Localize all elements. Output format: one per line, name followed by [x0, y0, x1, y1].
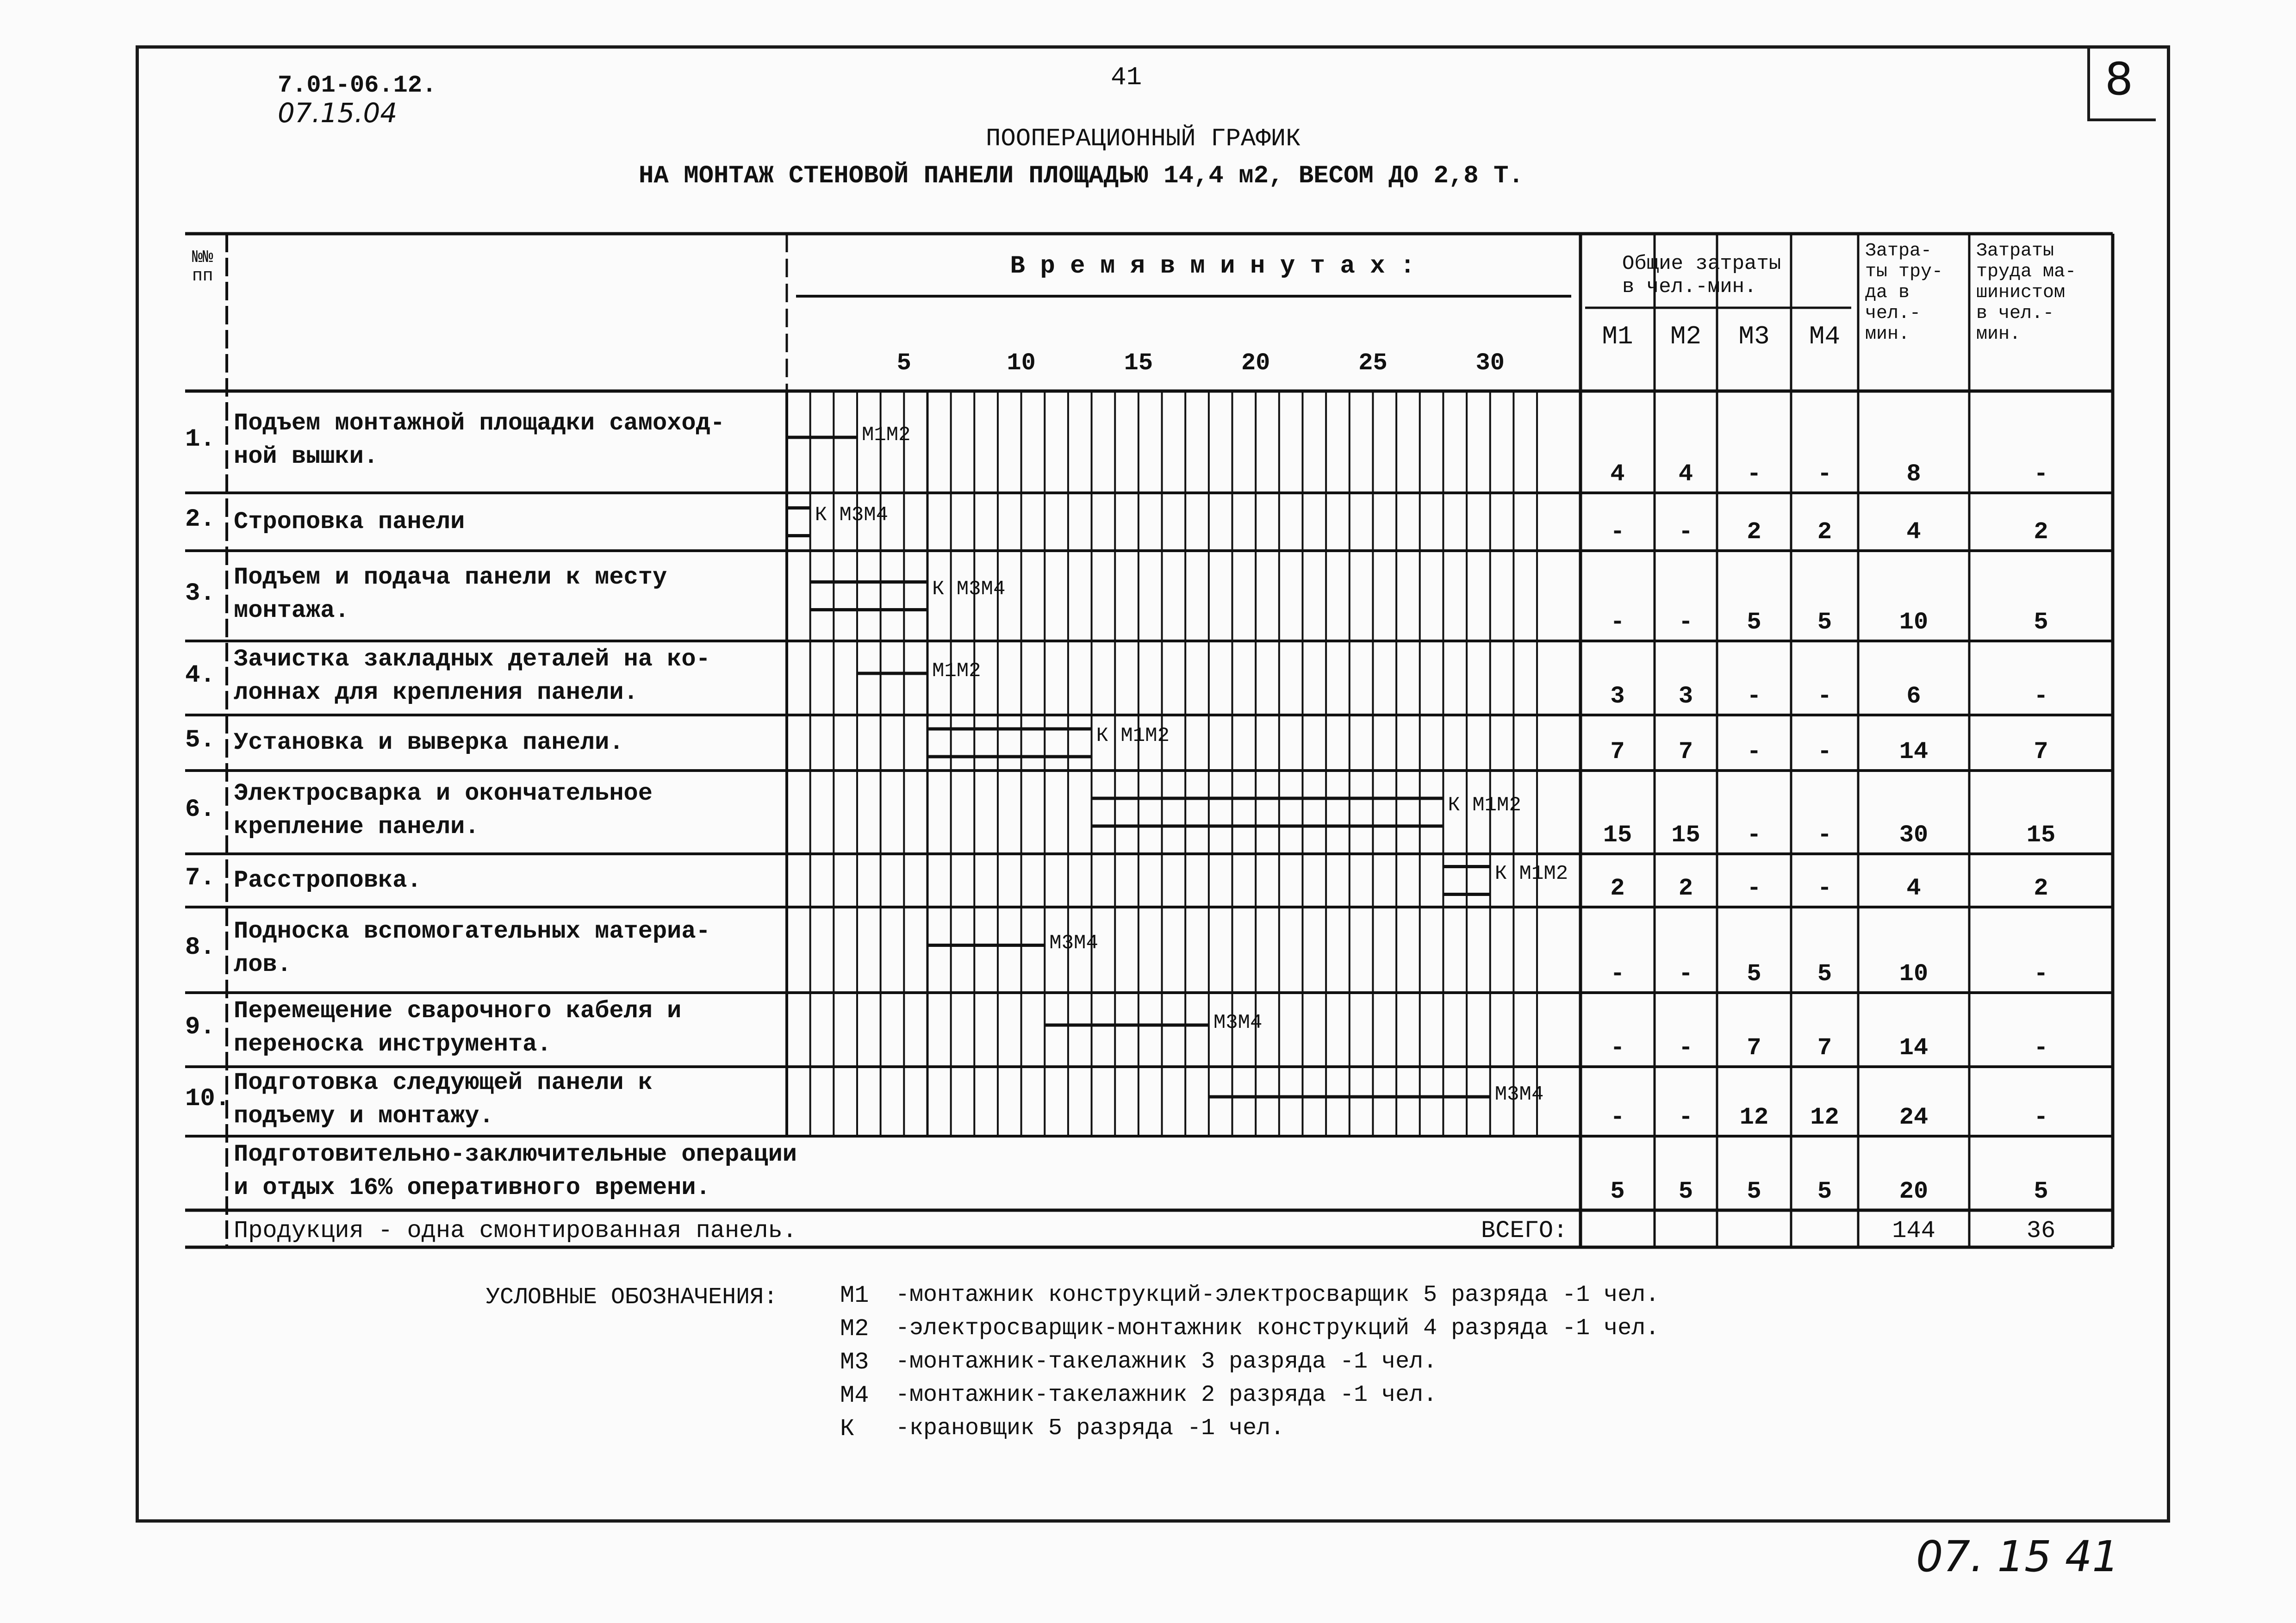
cost-value-m2: 3: [1678, 683, 1693, 710]
cost-value-m3: 5: [1747, 1178, 1761, 1205]
cost-value-mach: -: [2034, 683, 2048, 710]
title-line-1: ПООПЕРАЦИОННЫЙ ГРАФИК: [986, 125, 1301, 153]
cost-value-mach: 5: [2034, 609, 2048, 636]
cost-value-labor: 14: [1899, 1034, 1929, 1062]
cost-value-m1: 3: [1610, 683, 1625, 710]
legend-symbol: К: [840, 1415, 855, 1443]
operation-number: 8.: [185, 933, 215, 962]
labor-cost-header: ты тру-: [1865, 261, 1943, 282]
operation-description: Подготовительно-заключительные операции: [234, 1141, 797, 1168]
operation-number: 7.: [185, 864, 215, 892]
cost-value-m4: 5: [1817, 1178, 1832, 1205]
gantt-bar-crew-label: М3М4: [1213, 1011, 1263, 1034]
operation-number: 3.: [185, 579, 215, 608]
cost-value-labor: 14: [1899, 738, 1929, 765]
cost-value-m1: 4: [1610, 460, 1625, 488]
time-tick-label: 25: [1358, 349, 1388, 377]
header-number-label: пп: [192, 266, 213, 286]
gantt-bar-crew-label: К М1М2: [1096, 724, 1170, 747]
cost-value-m1: 7: [1610, 738, 1625, 765]
time-tick-label: 20: [1241, 349, 1270, 377]
cost-value-m2: -: [1678, 1034, 1693, 1062]
gantt-bar-crew-label: К М1М2: [1448, 794, 1521, 817]
time-tick-label: 5: [896, 349, 911, 377]
operation-description: и отдых 16% оперативного времени.: [234, 1174, 710, 1201]
operation-description: Зачистка закладных деталей на ко-: [234, 646, 710, 673]
cost-value-m3: -: [1747, 460, 1761, 488]
gantt-bar-crew-label: К М3М4: [815, 503, 889, 527]
operation-number: 4.: [185, 661, 215, 690]
time-tick-label: 10: [1007, 349, 1036, 377]
cost-value-m1: -: [1610, 518, 1625, 546]
cost-value-m4: 5: [1817, 609, 1832, 636]
machinist-cost-header: в чел.-: [1976, 303, 2054, 324]
worker-column-header: М3: [1738, 322, 1770, 351]
operation-number: 10.: [185, 1085, 230, 1113]
cost-value-m1: 2: [1610, 875, 1625, 902]
cost-value-mach: -: [2034, 460, 2048, 488]
operation-description: Строповка панели: [234, 508, 465, 535]
operation-description: Подъем и подача панели к месту: [234, 563, 667, 591]
worker-column-header: М2: [1670, 322, 1702, 351]
gantt-bar-crew-label: М3М4: [1049, 931, 1098, 955]
cost-value-m4: -: [1817, 460, 1832, 488]
operation-description: лов.: [234, 951, 292, 978]
gantt-bar-crew-label: М1М2: [932, 659, 981, 683]
product-note: Продукция - одна смонтированная панель.: [234, 1217, 797, 1244]
cost-value-mach: -: [2034, 1034, 2048, 1062]
cost-value-labor: 30: [1899, 821, 1929, 849]
cost-value-labor: 8: [1906, 460, 1921, 488]
cost-value-m4: -: [1817, 875, 1832, 902]
total-cost-header-line2: в чел.-мин.: [1622, 275, 1757, 298]
cost-value-mach: 15: [2026, 821, 2056, 849]
cost-value-m1: -: [1610, 1104, 1625, 1131]
machinist-total: 36: [2026, 1217, 2056, 1244]
cost-value-m1: 5: [1610, 1178, 1625, 1205]
cost-value-m3: 5: [1747, 609, 1761, 636]
gantt-bar-crew-label: К М1М2: [1494, 862, 1568, 885]
cost-value-m4: 2: [1817, 518, 1832, 546]
cost-value-m3: 5: [1747, 960, 1761, 988]
legend-symbol: М1: [840, 1282, 869, 1309]
operation-description: крепление панели.: [234, 813, 479, 840]
cost-value-m1: -: [1610, 1034, 1625, 1062]
labor-total: 144: [1892, 1217, 1935, 1244]
operation-description: лоннах для крепления панели.: [234, 679, 638, 706]
cost-value-m3: -: [1747, 821, 1761, 849]
cost-value-m2: 7: [1678, 738, 1693, 765]
header-number-label: №№: [192, 248, 213, 267]
total-cost-header-line1: Общие затраты: [1622, 252, 1781, 275]
cost-value-m3: -: [1747, 683, 1761, 710]
cost-value-m2: -: [1678, 609, 1693, 636]
labor-cost-header: мин.: [1865, 324, 1910, 345]
cost-value-m3: -: [1747, 738, 1761, 765]
legend-description: -монтажник-такелажник 2 разряда -1 чел.: [896, 1382, 1437, 1408]
cost-value-labor: 10: [1899, 960, 1929, 988]
cost-value-labor: 4: [1906, 875, 1921, 902]
cost-value-mach: 2: [2034, 875, 2048, 902]
document-code-handwritten: 07.15.04: [278, 97, 398, 129]
cost-value-m3: 7: [1747, 1034, 1761, 1062]
cost-value-m2: -: [1678, 960, 1693, 988]
labor-cost-header: да в: [1865, 282, 1910, 303]
worker-column-header: М1: [1602, 322, 1633, 351]
operation-description: ной вышки.: [234, 443, 379, 470]
operation-description: Подноска вспомогательных материа-: [234, 917, 710, 945]
operation-description: Подъем монтажной площадки самоход-: [234, 410, 725, 437]
operation-description: подъему и монтажу.: [234, 1102, 494, 1130]
operation-description: монтажа.: [234, 597, 349, 624]
cost-value-m2: 2: [1678, 875, 1693, 902]
cost-value-m3: -: [1747, 875, 1761, 902]
operation-description: Расстроповка.: [234, 866, 422, 894]
total-label: ВСЕГО:: [1481, 1217, 1568, 1244]
operation-number: 6.: [185, 796, 215, 824]
title-line-2: НА МОНТАЖ СТЕНОВОЙ ПАНЕЛИ ПЛОЩАДЬЮ 14,4 м2, ВЕСОМ ДО 2,8 Т.: [639, 162, 1524, 190]
cost-value-m4: 7: [1817, 1034, 1832, 1062]
legend-description: -электросварщик-монтажник конструкций 4 разряда -1 чел.: [896, 1315, 1660, 1342]
sheet-number: 8: [2105, 53, 2134, 105]
operation-description: переноска инструмента.: [234, 1031, 552, 1058]
cost-value-mach: 5: [2034, 1178, 2048, 1205]
operation-number: 9.: [185, 1013, 215, 1041]
cost-value-m2: 4: [1678, 460, 1693, 488]
cost-value-m2: -: [1678, 1104, 1693, 1131]
operation-number: 1.: [185, 425, 215, 454]
labor-cost-header: Затра-: [1865, 241, 1932, 261]
legend-title: УСЛОВНЫЕ ОБОЗНАЧЕНИЯ:: [486, 1284, 778, 1311]
legend-description: -монтажник конструкций-электросварщик 5 разряда -1 чел.: [896, 1282, 1660, 1308]
cost-value-m4: 12: [1810, 1104, 1839, 1131]
machinist-cost-header: мин.: [1976, 324, 2021, 345]
legend-description: -монтажник-такелажник 3 разряда -1 чел.: [896, 1349, 1437, 1375]
legend-description: -крановщик 5 разряда -1 чел.: [896, 1415, 1285, 1442]
time-tick-label: 15: [1124, 349, 1153, 377]
time-header-label: В р е м я в м и н у т а х :: [1010, 252, 1415, 280]
time-tick-label: 30: [1475, 349, 1505, 377]
cost-value-labor: 20: [1899, 1178, 1929, 1205]
machinist-cost-header: шинистом: [1976, 282, 2066, 303]
cost-value-m4: -: [1817, 821, 1832, 849]
cost-value-labor: 4: [1906, 518, 1921, 546]
cost-value-mach: -: [2034, 960, 2048, 988]
gantt-bar-crew-label: М1М2: [861, 423, 911, 447]
legend-symbol: М3: [840, 1349, 869, 1376]
cost-value-labor: 10: [1899, 609, 1929, 636]
operation-description: Электросварка и окончательное: [234, 780, 653, 807]
labor-cost-header: чел.-: [1865, 303, 1921, 324]
machinist-cost-header: труда ма-: [1976, 261, 2077, 282]
machinist-cost-header: Затраты: [1976, 241, 2054, 261]
gantt-bar-crew-label: К М3М4: [932, 577, 1006, 601]
cost-value-m2: -: [1678, 518, 1693, 546]
page-number: 41: [1111, 62, 1142, 92]
cost-value-labor: 24: [1899, 1104, 1929, 1131]
cost-value-m1: 15: [1603, 821, 1632, 849]
cost-value-m1: -: [1610, 609, 1625, 636]
cost-value-mach: 2: [2034, 518, 2048, 546]
handwritten-corner-note: 07. 15 41: [1916, 1532, 2119, 1581]
cost-value-mach: -: [2034, 1104, 2048, 1131]
gantt-bar-crew-label: М3М4: [1494, 1083, 1544, 1106]
cost-value-m4: -: [1817, 683, 1832, 710]
worker-column-header: М4: [1809, 322, 1841, 351]
cost-value-m1: -: [1610, 960, 1625, 988]
cost-value-m4: 5: [1817, 960, 1832, 988]
operation-description: Установка и выверка панели.: [234, 729, 624, 756]
cost-value-m3: 12: [1739, 1104, 1769, 1131]
document-code: 7.01-06.12.: [278, 72, 437, 99]
legend-symbol: М2: [840, 1315, 869, 1343]
cost-value-labor: 6: [1906, 683, 1921, 710]
legend-symbol: М4: [840, 1382, 869, 1409]
operation-number: 2.: [185, 505, 215, 534]
operation-description: Перемещение сварочного кабеля и: [234, 997, 682, 1025]
cost-value-m2: 5: [1678, 1178, 1693, 1205]
cost-value-mach: 7: [2034, 738, 2048, 765]
operation-description: Подготовка следующей панели к: [234, 1069, 653, 1096]
cost-value-m3: 2: [1747, 518, 1761, 546]
cost-value-m2: 15: [1671, 821, 1700, 849]
cost-value-m4: -: [1817, 738, 1832, 765]
operation-number: 5.: [185, 726, 215, 754]
